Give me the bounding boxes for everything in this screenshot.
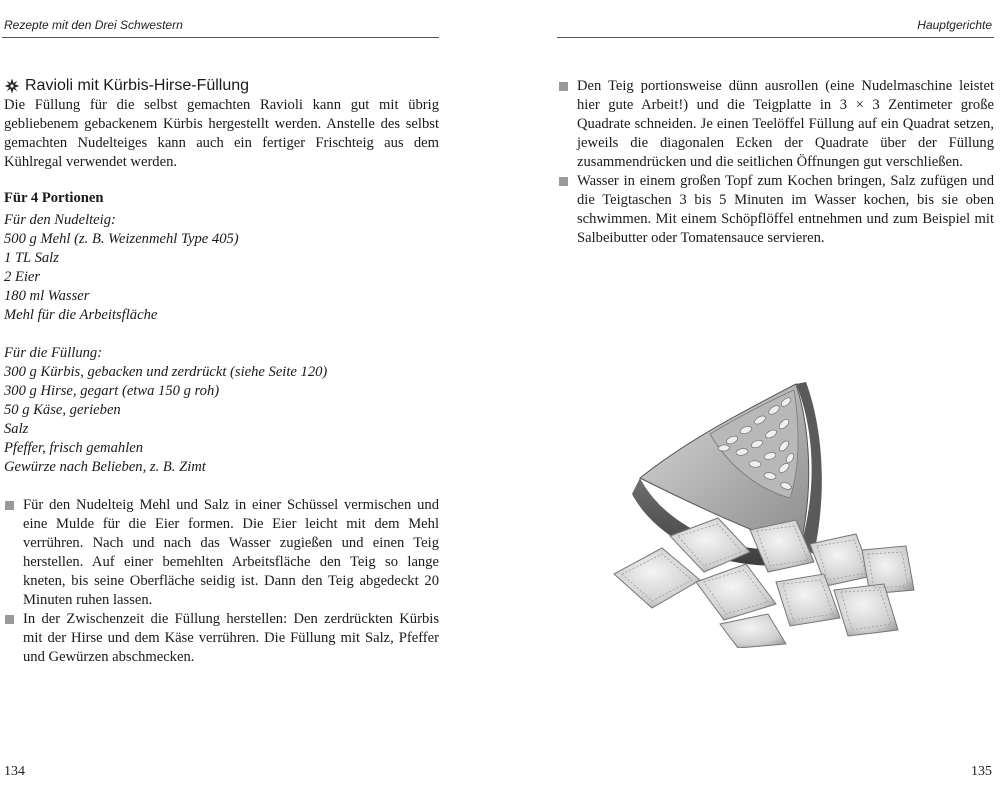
- square-bullet-icon: [5, 501, 14, 510]
- ingredient-line: 2 Eier: [4, 269, 41, 285]
- square-bullet-icon: [5, 615, 14, 624]
- ingredient-line: 500 g Mehl (z. B. Weizenmehl Type 405): [4, 231, 239, 247]
- spacer: [4, 325, 439, 344]
- recipe-title-text: Ravioli mit Kürbis-Hirse-Füllung: [25, 77, 250, 94]
- square-bullet-icon: [559, 82, 568, 91]
- fleuron-icon: [4, 78, 20, 94]
- method-step-text: Für den Nudelteig Mehl und Salz in einer Schüssel vermischen und eine Mulde für die Eier formen. Die Eier leicht mit dem Mehl verrühren. Nach und nach das Wasser zugießen und einen Teig herstellen. Auf einer bemehlten Arbeitsfläche den Teig so lange kneten, bis seine Oberfläche seidig ist. Dann den Teig abgedeckt 20 Minuten ruhen lassen.: [23, 497, 439, 608]
- filling-ingredients: [4, 344, 439, 477]
- ravioli-pile: [614, 518, 914, 648]
- method-step-text: Den Teig portionsweise dünn ausrollen (eine Nudelmaschine leistet hier gute Arbeit!) und die Teigplatte in 3 × 3 Zentimeter große Quadrate schneiden. Je einen Teelöffel Füllung auf ein Quadrat setzen, jeweils die diagonalen Ecken der Quadrate über der Füllung zusammendrücken und die seitlichen Öffnungen gut verschließen.: [577, 78, 994, 170]
- ingredient-line: Mehl für die Arbeitsfläche: [4, 307, 158, 323]
- intro-paragraph: Die Füllung für die selbst gemachten Ravioli kann gut mit übrig gebliebenem gebackenem Kürbis hergestellt werden. Anstelle des selbst gemachten Nudelteiges kann auch ein fertiger Frischteig aus dem Kühlregal verwendet werden.: [4, 97, 439, 170]
- method-step: [558, 77, 994, 172]
- ravioli-piece: [720, 614, 786, 648]
- method-step-text: Wasser in einem großen Topf zum Kochen bringen, Salz zufügen und die Teigtaschen 3 bis 5 Minuten im Wasser kochen, bis sie oben schwimmen. Mit einem Schöpflöffel entnehmen und zum Beispiel mit Salbeibutter oder Tomatensauce servieren.: [577, 173, 994, 246]
- method-column: [558, 77, 994, 248]
- page-number-right: 135: [971, 764, 992, 779]
- running-head-right: Hauptgerichte: [917, 18, 992, 32]
- ingredient-line: Gewürze nach Belieben, z. B. Zimt: [4, 459, 206, 475]
- ingredient-line: 300 g Kürbis, gebacken und zerdrückt (siehe Seite 120): [4, 364, 328, 380]
- header-rule-left: [2, 37, 439, 38]
- portions-heading: Für 4 Portionen: [4, 190, 104, 206]
- square-bullet-icon: [559, 177, 568, 186]
- method-step: [4, 610, 439, 667]
- filling-heading: Für die Füllung:: [4, 345, 103, 361]
- dough-ingredients: [4, 211, 439, 325]
- right-page: [500, 0, 1000, 800]
- ravioli-piece: [614, 548, 700, 608]
- ingredient-line: Pfeffer, frisch gemahlen: [4, 440, 144, 456]
- header-rule-right: [557, 37, 994, 38]
- method-step: [558, 172, 994, 248]
- recipe-column: [4, 76, 439, 667]
- page-number-left: 134: [4, 764, 25, 779]
- pumpkin-ravioli-illustration: [600, 368, 966, 648]
- method-steps-right: [558, 77, 994, 248]
- ingredient-line: 300 g Hirse, gegart (etwa 150 g roh): [4, 383, 220, 399]
- running-head-left: Rezepte mit den Drei Schwestern: [4, 18, 183, 32]
- ingredient-line: Salz: [4, 421, 29, 437]
- ingredient-line: 1 TL Salz: [4, 250, 59, 266]
- ingredient-line: 180 ml Wasser: [4, 288, 90, 304]
- ingredient-line: 50 g Käse, gerieben: [4, 402, 121, 418]
- recipe-title: [4, 76, 439, 96]
- dough-heading: Für den Nudelteig:: [4, 212, 116, 228]
- method-steps-left: [4, 496, 439, 667]
- method-step-text: In der Zwischenzeit die Füllung herstellen: Den zerdrückten Kürbis mit der Hirse und dem Käse verrühren. Die Füllung mit Salz, Pfeffer und Gewürzen abschmecken.: [23, 611, 439, 665]
- method-step: [4, 496, 439, 610]
